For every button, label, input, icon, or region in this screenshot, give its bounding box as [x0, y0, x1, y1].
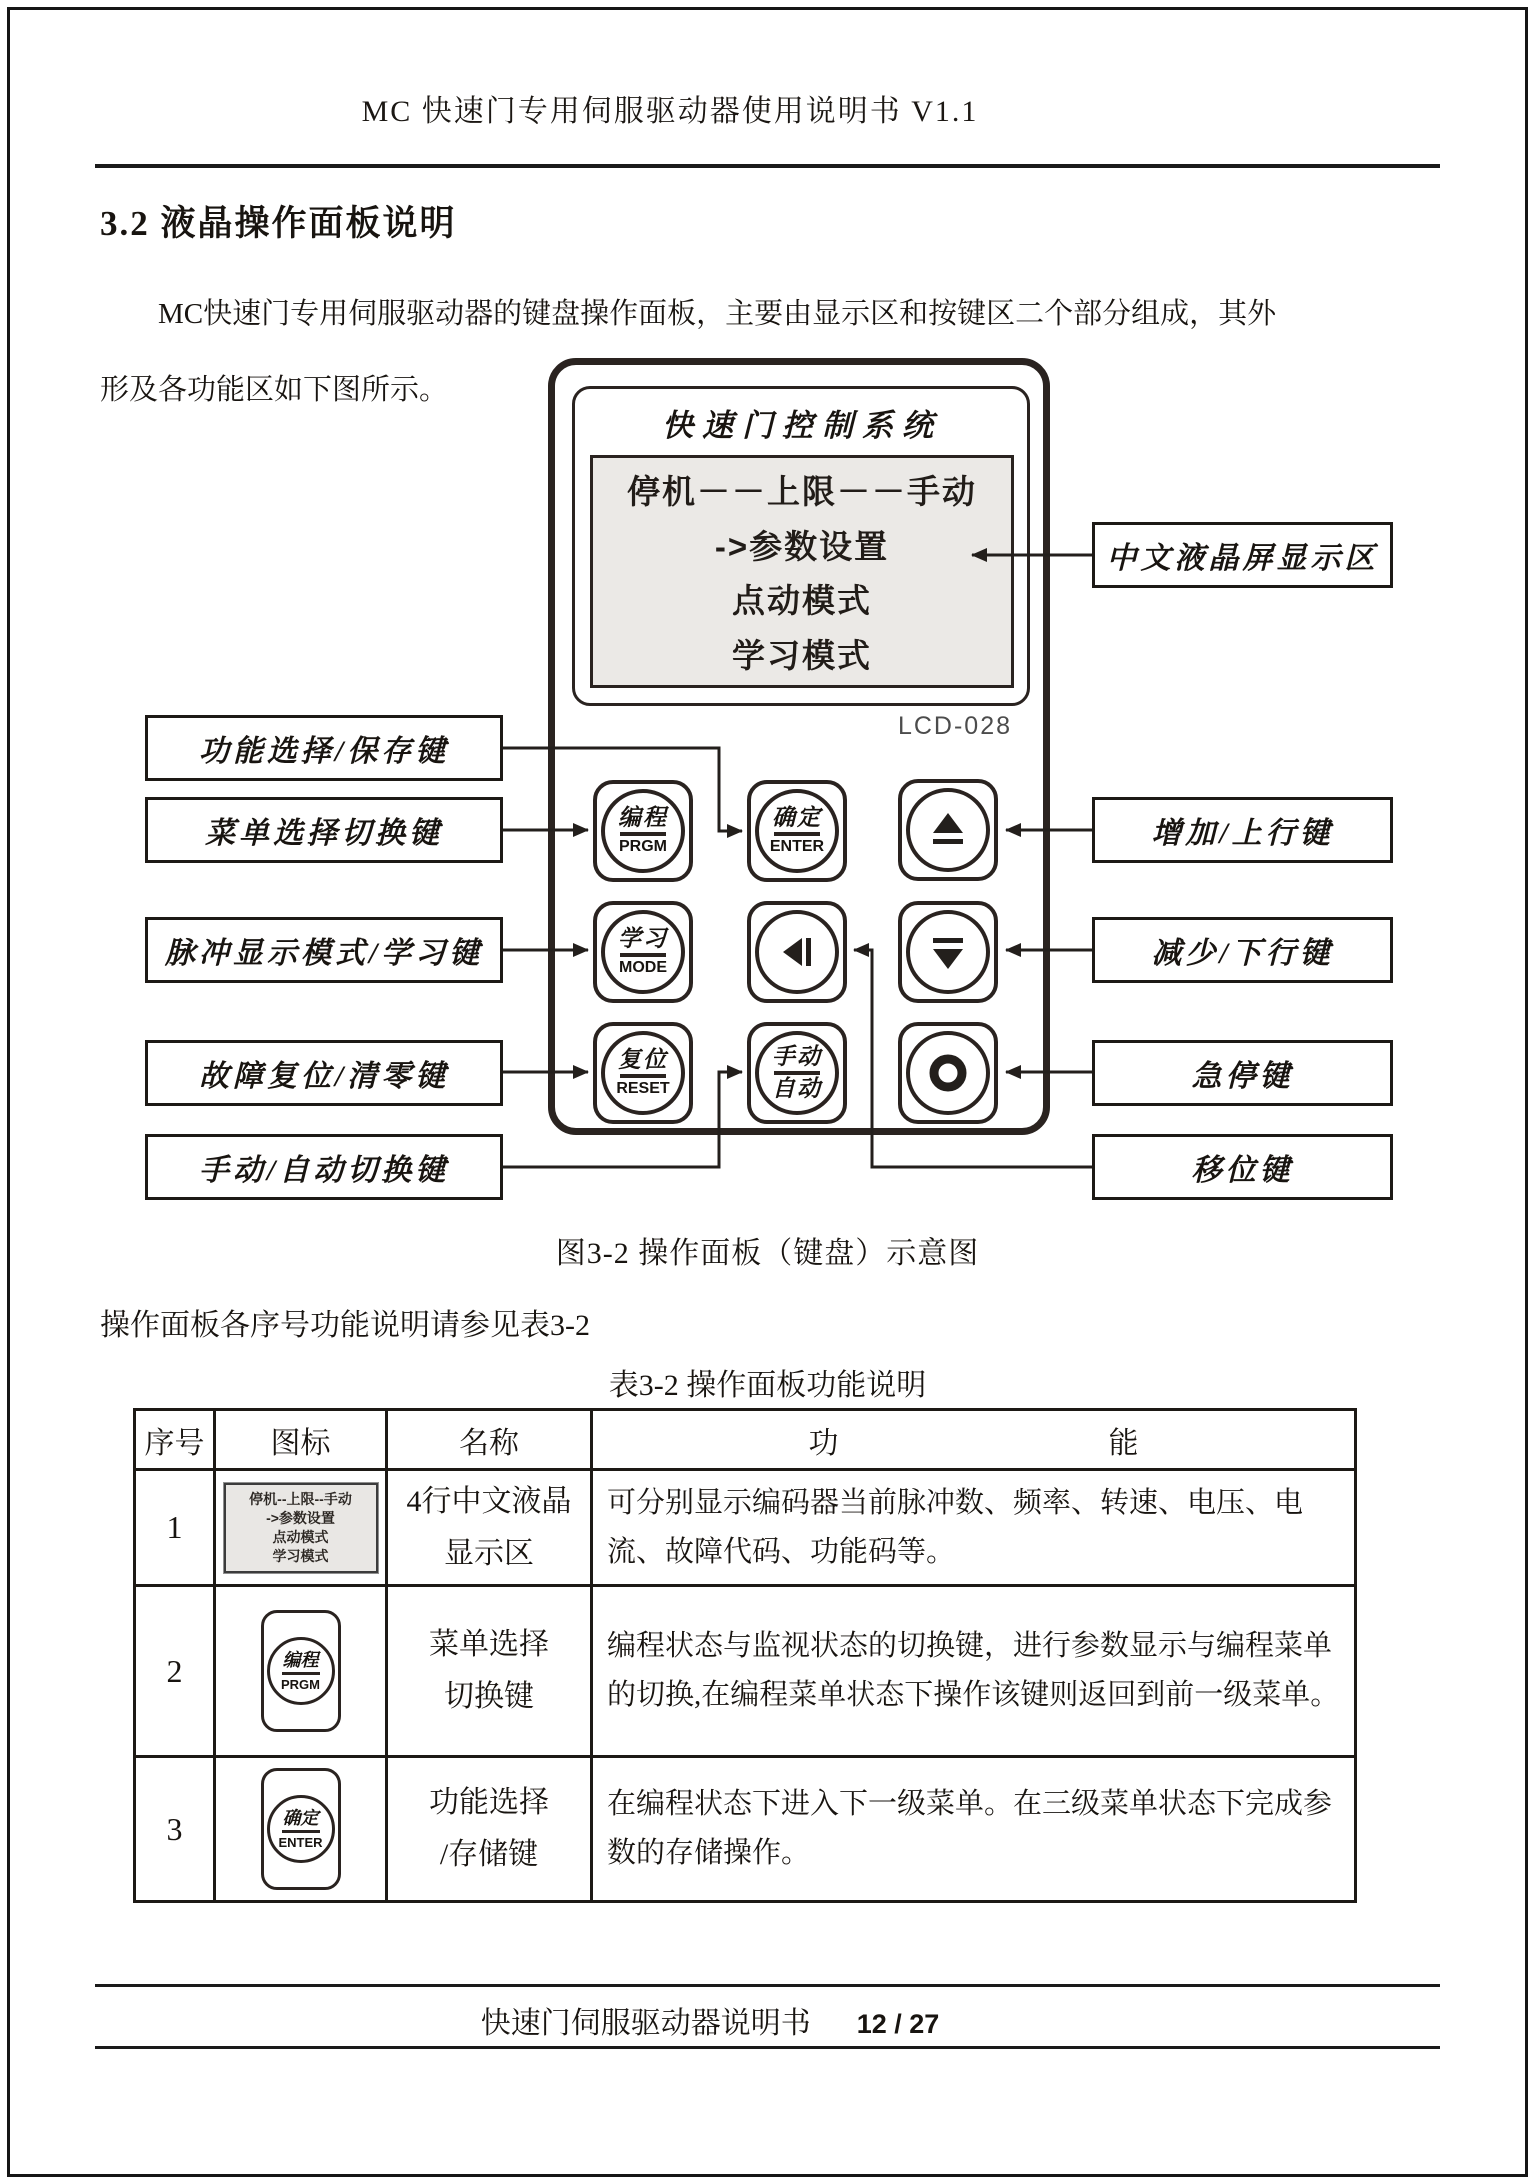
callout-lcd-display-area: 中文液晶屏显示区	[1092, 522, 1393, 588]
section-heading: 3.2 液晶操作面板说明	[100, 204, 457, 243]
table-header-no: 序号	[136, 1411, 216, 1471]
prgm-icon-en: PRGM	[281, 1676, 320, 1692]
key-divider	[774, 1071, 820, 1075]
enter-key-icon	[261, 1768, 341, 1890]
table-title: 表3-2 操作面板功能说明	[608, 1369, 927, 1402]
table-row1-icon-cell	[216, 1471, 388, 1587]
lcd-menu-item-learn: 学习模式	[732, 637, 872, 675]
eject-up-icon	[924, 806, 972, 854]
enter-icon-zh: 确定	[282, 1807, 319, 1828]
callout-manual-auto-switch-key: 手动/自动切换键	[145, 1134, 503, 1200]
down-key-face	[906, 910, 990, 994]
table-row3-no: 3	[136, 1758, 216, 1900]
mode-key-face	[601, 910, 685, 994]
reset-key-zh-label: 复位	[618, 1047, 668, 1072]
footer-doc-name: 快速门伺服驱动器说明书	[480, 2007, 811, 2040]
enter-key-en-label: ENTER	[769, 838, 825, 855]
lcd-system-title: 快速门控制系统	[662, 408, 942, 443]
row1-name-line1: 4行中文液晶	[406, 1484, 572, 1518]
mini-lcd-line: ->参数设置	[266, 1509, 335, 1526]
enter-key	[747, 780, 847, 882]
down-key	[898, 901, 998, 1003]
lcd-status-line: 停机－－上限－－手动	[627, 472, 977, 510]
key-divider	[282, 1672, 320, 1675]
up-key	[898, 779, 998, 881]
table-row1-name	[388, 1471, 593, 1587]
function-table	[133, 1408, 1357, 1903]
enter-icon-en: ENTER	[278, 1834, 323, 1850]
prgm-key-face	[601, 789, 685, 873]
callout-pulse-mode-learn-key: 脉冲显示模式/学习键	[145, 917, 503, 983]
callout-decrease-down-key: 减少/下行键	[1092, 917, 1393, 983]
emergency-stop-key	[898, 1022, 998, 1124]
mode-key-en-label: MODE	[619, 959, 667, 976]
callout-function-save-key: 功能选择/保存键	[145, 715, 503, 781]
table-row3-function: 在编程状态下进入下一级菜单。在三级菜单状态下完成参数的存储操作。	[607, 1788, 1333, 1869]
reset-key-face	[601, 1031, 685, 1115]
callout-increase-up-key: 增加/上行键	[1092, 797, 1393, 863]
manual-auto-key-face	[755, 1031, 839, 1115]
prgm-key-zh-label: 编程	[618, 805, 668, 830]
prgm-key-icon	[261, 1610, 341, 1732]
callout-menu-switch-key: 菜单选择切换键	[145, 797, 503, 863]
table-row1-function: 可分别显示编码器当前脉冲数、频率、转速、电压、电流、故障代码、功能码等。	[593, 1471, 1354, 1587]
callout-fault-reset-key: 故障复位/清零键	[145, 1040, 503, 1106]
lcd-screen	[590, 455, 1014, 688]
up-key-face	[906, 788, 990, 872]
mini-lcd-line: 学习模式	[272, 1547, 329, 1564]
mode-key-zh-label: 学习	[618, 926, 668, 951]
table-row2-name	[388, 1587, 593, 1758]
row2-name-line2: 切换键	[444, 1680, 534, 1713]
mini-lcd-icon	[224, 1483, 378, 1573]
mini-lcd-line: 停机--上限--手动	[249, 1490, 352, 1507]
lcd-model-label: LCD-028	[897, 712, 1013, 740]
row1-name-line2: 显示区	[444, 1536, 534, 1570]
table-row2-function: 编程状态与监视状态的切换键，进行参数显示与编程菜单的切换,在编程菜单状态下操作该键则返回到前一级菜单。	[593, 1587, 1354, 1758]
footer-page-number: 12 / 27	[856, 2009, 940, 2039]
key-divider	[282, 1830, 320, 1833]
lcd-menu-item-jog: 点动模式	[732, 582, 872, 620]
table-header-name: 名称	[388, 1411, 593, 1471]
enter-key-face	[755, 789, 839, 873]
header-rule	[95, 164, 1440, 168]
table-row3-icon-cell	[216, 1758, 388, 1900]
reset-key-en-label: RESET	[616, 1080, 670, 1097]
table-row1-no: 1	[136, 1471, 216, 1587]
figure-caption: 图3-2 操作面板（键盘）示意图	[555, 1237, 980, 1270]
prgm-key-icon-face	[267, 1637, 335, 1705]
table-row3-name	[388, 1758, 593, 1900]
table-row2-no: 2	[136, 1587, 216, 1758]
table-row2-icon-cell	[216, 1587, 388, 1758]
table-intro-text: 操作面板各序号功能说明请参见表3-2	[100, 1309, 590, 1342]
enter-key-zh-label: 确定	[772, 805, 822, 830]
footer-rule-top	[95, 1984, 1440, 1987]
row3-name-line1: 功能选择	[429, 1786, 549, 1819]
key-divider	[620, 832, 666, 836]
table-header-icon: 图标	[216, 1411, 388, 1471]
auto-key-label: 自动	[772, 1076, 822, 1101]
prgm-key-en-label: PRGM	[619, 838, 667, 855]
key-divider	[620, 1074, 666, 1078]
mode-key	[593, 901, 693, 1003]
manual-key-label: 手动	[772, 1044, 822, 1069]
intro-line-1: MC快速门专用伺服驱动器的键盘操作面板，主要由显示区和按键区二个部分组成，其外	[158, 298, 1277, 330]
reset-key	[593, 1022, 693, 1124]
shift-key	[747, 901, 847, 1003]
manual-auto-key	[747, 1022, 847, 1124]
prgm-key	[593, 780, 693, 882]
footer-rule-bottom	[95, 2046, 1440, 2049]
mini-lcd-line: 点动模式	[272, 1528, 329, 1545]
shift-left-icon	[773, 928, 821, 976]
shift-key-face	[755, 910, 839, 994]
stop-ring-icon	[924, 1049, 972, 1097]
document-header-title: MC 快速门专用伺服驱动器使用说明书 V1.1	[361, 95, 979, 128]
callout-emergency-stop-key: 急停键	[1092, 1040, 1393, 1106]
lcd-menu-item-selected: ->参数设置	[714, 527, 890, 565]
row3-name-line2: /存储键	[439, 1838, 539, 1871]
intro-line-2: 形及各功能区如下图所示。	[100, 374, 449, 406]
page-footer	[0, 1998, 1420, 2042]
key-divider	[620, 953, 666, 957]
row2-name-line1: 菜单选择	[429, 1628, 549, 1661]
key-divider	[774, 832, 820, 836]
enter-key-icon-face	[267, 1795, 335, 1863]
eject-down-icon	[924, 928, 972, 976]
callout-shift-key: 移位键	[1092, 1134, 1393, 1200]
table-header-function: 功 能	[593, 1411, 1354, 1471]
emergency-stop-key-face	[906, 1031, 990, 1115]
prgm-icon-zh: 编程	[282, 1649, 319, 1670]
